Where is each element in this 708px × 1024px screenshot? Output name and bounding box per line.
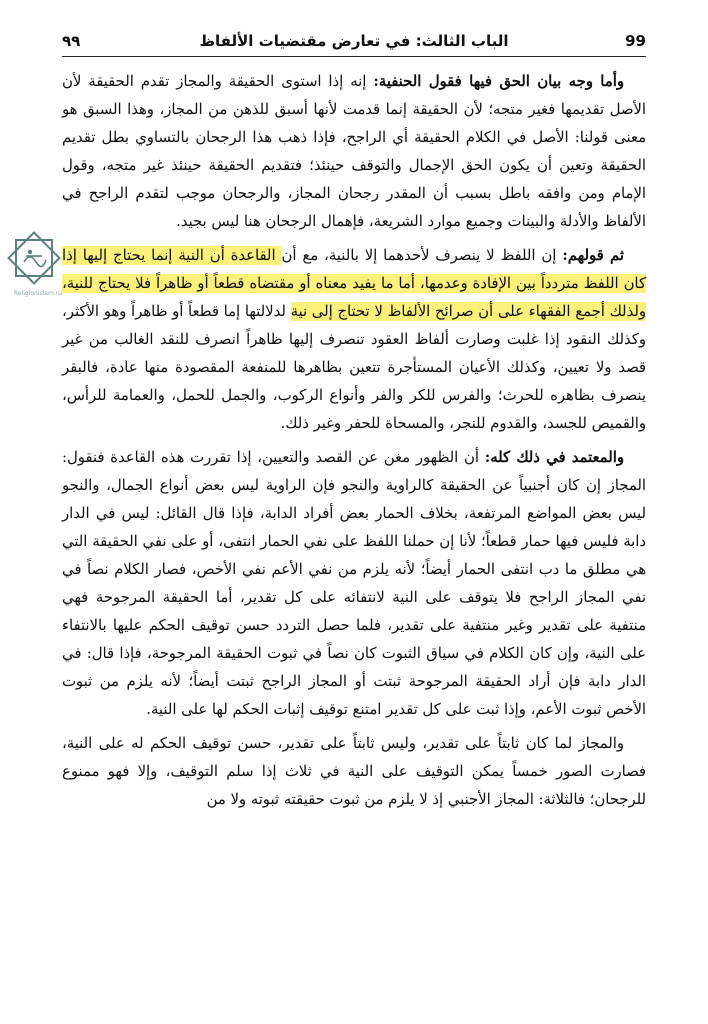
paragraph-1 (62, 68, 646, 236)
paragraph-4 (62, 730, 646, 814)
paragraph-text: لدلالتها إما قطعاً أو ظاهراً وهو الأكثر، وكذلك النقود إذا غلبت وصارت ألفاظ العقود تنصرف إليها ظاهراً انصرف للنقد الغالب من غير قصد ولا تعيين، وكذلك الأعيان المستأجرة تتعين بظاهرها للمنفعة المقصودة منها عادة، فالبقر ينصرف بظاهره للحرث؛ والفرس للكر والفر وأنواع الركوب، والجمل للحمل، والعمامة للرأس، والقميص للجسد، والقدوم للنجر، والمسحاة للحفر وغير ذلك. (62, 303, 646, 432)
watermark-caption: Religionislam.ru (13, 290, 63, 297)
paragraph-lead: والمعتمد في ذلك كله: (484, 449, 624, 466)
paragraph-lead: وأما وجه بيان الحق فيها فقول الحنفية: (373, 73, 624, 90)
paragraph-3 (62, 444, 646, 724)
running-title: الباب الثالث: في تعارض مقتضيات الألفاظ (199, 32, 509, 50)
watermark-logo-icon (4, 228, 64, 288)
page-body (62, 68, 646, 820)
paragraph-text: إن اللفظ لا ينصرف لأحدهما إلا بالنية، مع أن (281, 247, 563, 264)
paragraph-2 (62, 242, 646, 438)
paragraph-lead: ثم قولهم: (562, 247, 624, 264)
page-number-latin: 99 (625, 32, 646, 50)
paragraph-text: والمجاز لما كان ثابتاً على تقدير، وليس ثابتاً على تقدير، حسن توقيف الحكم له على النية، فصارت الصور خمساً يمكن التوقيف على النية في ثلاث إذا سلم التوقيف، وإلا فهو ممنوع للرجحان؛ فالثلاثة: المجاز الأجنبي إذ لا يلزم من ثبوت حقيقته ثبوته ولا من (62, 735, 646, 808)
paragraph-text: إنه إذا استوى الحقيقة والمجاز تقدم الحقيقة لأن الأصل تقديمها فغير متجه؛ لأن الحقيقة إنما قدمت لأنها أسبق للذهن من المجاز، وهذا السبق هو معنى قولنا: الأصل في الكلام الحقيقة أي الراجح، فإذا ذهب هذا الرجحان بالتساوي بطل تقديم الحقيقة وتعين أن يكون الحق الإجمال والتوقف حينئذ؛ فتقديم الحقيقة حينئذ غير متجه، وقول الإمام ومن وافقه باطل بسبب أن المقدر رجحان المجاز، والرجحان موجب لتقدم الراجح في الألفاظ والأدلة والبينات وجميع موارد الشريعة، فإهمال الرجحان هنا ليس بجيد. (62, 73, 646, 230)
paragraph-text: أن الظهور مغن عن القصد والتعيين، إذا تقررت هذه القاعدة فنقول: المجاز إن كان أجنبياً عن الحقيقة كالراوية والنجو فإن الراوية ليس بعض أنواع الجمال، والنجو ليس بعض المواضع المرتفعة، بخلاف الحمار بعض أفراد الدابة، فإذا قال القائل: ليس في الدار دابة فليس فيها حمار قطعاً؛ لأنا إن حملنا اللفظ على نفي الحمار انتفى، أو على نفي الحقيقة التي هي مطلق ما دب انتفى الحمار أيضاً؛ لأنه يلزم من نفي الأعم نفي الأخص، فصار الكلام نصاً في نفي المجاز الراجح فلا يتوقف على النية لانتفائه على كل تقدير، أما الحقيقة المرجوحة فهي منتفية على تقدير وغير منتفية على تقدير، فلما حصل التردد حسن توقيف الحكم عليها بالانتفاء على النية، وإن كان الكلام في سياق الثبوت كان نصاً في ثبوت الحقيقة المرجوحة، فإذا قال: في الدار دابة فإن أراد الحقيقة المرجوحة ثبتت أو المجاز الراجح ثبتت أيضاً؛ لأنه يلزم من ثبوت الأخص ثبوت الأعم، وإذا ثبت على كل تقدير امتنع توقيف إثبات الحكم لها على النية. (62, 449, 646, 718)
highlighted-passage: القاعدة أن النية إنما يحتاج إليها إذا كان اللفظ متردداً بين الإفادة وعدمها، أما ما يفيد معناه أو مقتضاه قطعاً أو ظاهراً فلا يحتاج للنية، ولذلك أجمع الفقهاء على أن صرائح الألفاظ لا تحتاج إلى نية (62, 247, 646, 320)
page-number-arabic: ٩٩ (62, 32, 81, 50)
page-header (62, 30, 646, 57)
